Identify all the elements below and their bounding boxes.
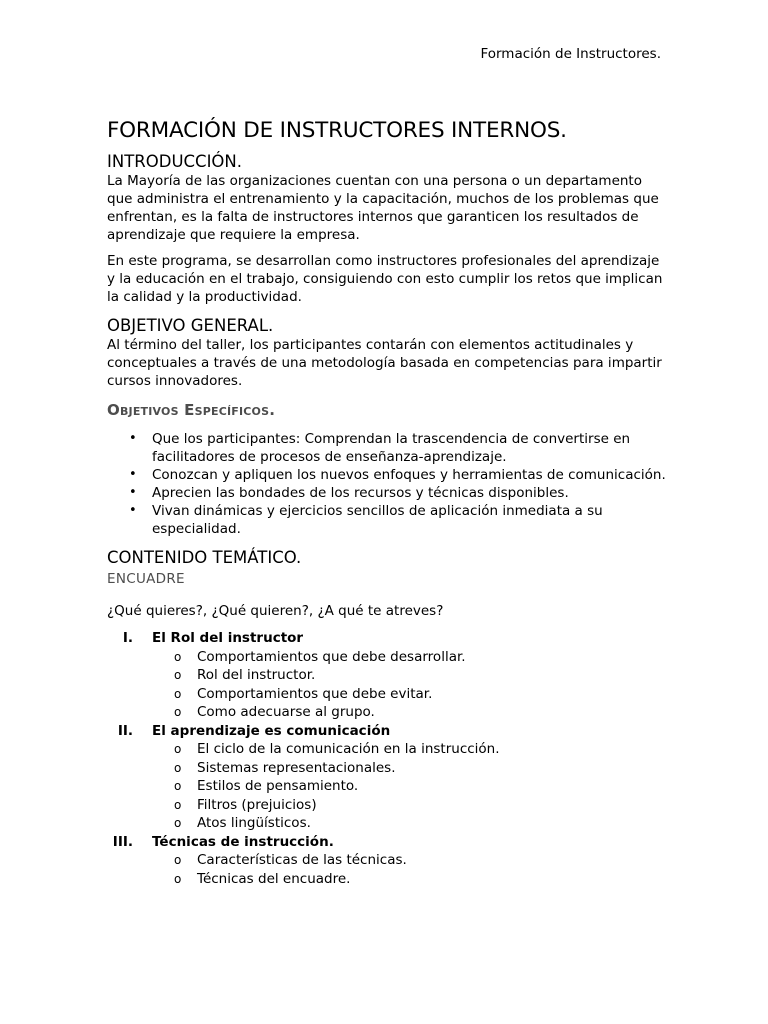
list-item bbox=[107, 703, 667, 722]
content-question: ¿Qué quieres?, ¿Qué quieren?, ¿A qué te atreves? bbox=[107, 603, 444, 619]
list-item bbox=[107, 851, 667, 870]
section-title: El Rol del instructor bbox=[152, 630, 304, 646]
circle-bullet-icon: o bbox=[174, 779, 182, 793]
section-numeral: III. bbox=[112, 833, 133, 850]
objective-heading: OBJETIVO GENERAL. bbox=[107, 316, 274, 335]
topics-list bbox=[107, 629, 667, 888]
list-item-text: Comportamientos que debe evitar. bbox=[197, 685, 433, 702]
circle-bullet-icon: o bbox=[174, 853, 182, 867]
list-item-text: Como adecuarse al grupo. bbox=[197, 704, 375, 720]
list-item bbox=[107, 777, 667, 796]
circle-bullet-icon: o bbox=[174, 742, 182, 756]
list-item-text: Vivan dinámicas y ejercicios sencillos de aplicación inmediata a su especialidad. bbox=[152, 503, 603, 537]
circle-bullet-icon: o bbox=[174, 668, 182, 682]
list-item-text: Conozcan y apliquen los nuevos enfoques y herramientas de comunicación. bbox=[152, 467, 666, 483]
list-item bbox=[107, 648, 667, 667]
content-heading: CONTENIDO TEMÁTICO. bbox=[107, 548, 302, 567]
topic-section bbox=[107, 833, 667, 889]
circle-bullet-icon: o bbox=[174, 816, 182, 830]
objective-paragraph: Al término del taller, los participantes contarán con elementos actitudinales y conceptuales a través de una metodología basada en competencias para impartir cursos innovadores. bbox=[107, 337, 662, 389]
list-item bbox=[107, 685, 667, 704]
section-items bbox=[107, 740, 667, 833]
list-item-text: Sistemas representacionales. bbox=[197, 759, 396, 776]
bullet-icon: • bbox=[129, 467, 137, 482]
list-item bbox=[107, 814, 667, 833]
section-title: El aprendizaje es comunicación bbox=[152, 722, 391, 739]
bullet-icon: • bbox=[129, 503, 137, 518]
intro-paragraph-2: En este programa, se desarrollan como instructores profesionales del aprendizaje y la educación en el trabajo, consiguiendo con esto cumplir los retos que implican la calidad y la productividad. bbox=[107, 253, 663, 305]
bullet-icon: • bbox=[129, 485, 137, 500]
list-item bbox=[107, 666, 667, 685]
list-item bbox=[107, 740, 667, 759]
document-body bbox=[107, 118, 667, 888]
list-item bbox=[107, 430, 667, 466]
content-subheading: ENCUADRE bbox=[107, 571, 185, 587]
list-item bbox=[107, 484, 667, 502]
list-item-text: Aprecien las bondades de los recursos y técnicas disponibles. bbox=[152, 485, 569, 501]
circle-bullet-icon: o bbox=[174, 649, 182, 664]
list-item-text: Técnicas del encuadre. bbox=[197, 870, 351, 887]
intro-paragraph-1: La Mayoría de las organizaciones cuentan con una persona o un departamento que administra el entrenamiento y la capacitación, muchos de los problemas que enfrentan, es la falta de instructores internos que garanticen los resultados de aprendizaje que requiere la empresa. bbox=[107, 173, 659, 243]
list-item-text: El ciclo de la comunicación en la instrucción. bbox=[197, 741, 500, 757]
circle-bullet-icon: o bbox=[174, 871, 182, 886]
document-title: FORMACIÓN DE INSTRUCTORES INTERNOS. bbox=[107, 118, 567, 143]
list-item-text: Atos lingüísticos. bbox=[197, 815, 311, 831]
list-item-text: Comportamientos que debe desarrollar. bbox=[197, 648, 466, 665]
list-item bbox=[107, 870, 667, 889]
topic-section bbox=[107, 629, 667, 722]
section-numeral: II. bbox=[117, 722, 133, 739]
circle-bullet-icon: o bbox=[174, 686, 182, 701]
list-item bbox=[107, 466, 667, 484]
bullet-icon: • bbox=[129, 431, 137, 446]
list-item bbox=[107, 502, 667, 538]
section-items bbox=[107, 648, 667, 722]
list-item-text: Características de las técnicas. bbox=[197, 852, 407, 868]
running-header: Formación de Instructores. bbox=[480, 46, 661, 62]
topic-section bbox=[107, 722, 667, 833]
circle-bullet-icon: o bbox=[174, 760, 182, 775]
list-item-text: Filtros (prejuicios) bbox=[197, 796, 317, 813]
list-item-text: Rol del instructor. bbox=[197, 667, 316, 683]
section-items bbox=[107, 851, 667, 888]
section-title: Técnicas de instrucción. bbox=[152, 833, 334, 850]
list-item-text: Que los participantes: Comprendan la trascendencia de convertirse en facilitadores de procesos de enseñanza-aprendizaje. bbox=[152, 431, 631, 465]
specific-objectives-list bbox=[107, 430, 667, 538]
circle-bullet-icon: o bbox=[174, 797, 182, 812]
list-item bbox=[107, 796, 667, 815]
intro-heading: INTRODUCCIÓN. bbox=[107, 152, 243, 171]
list-item bbox=[107, 759, 667, 778]
specific-objectives-heading: Objetivos Específicos. bbox=[107, 401, 276, 419]
circle-bullet-icon: o bbox=[174, 705, 182, 719]
list-item-text: Estilos de pensamiento. bbox=[197, 778, 359, 794]
section-numeral: I. bbox=[122, 630, 133, 646]
